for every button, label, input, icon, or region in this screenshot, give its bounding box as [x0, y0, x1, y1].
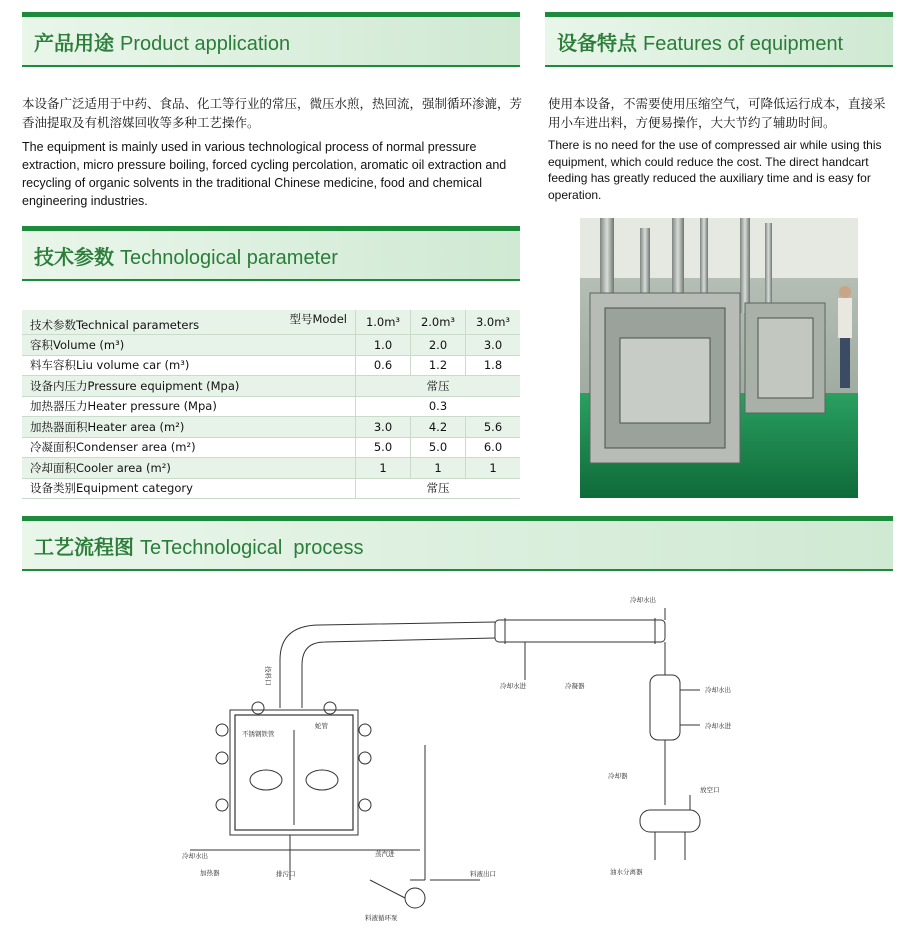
param-label: 冷却面积Cooler area (m²): [22, 458, 356, 479]
table-row: [22, 478, 520, 499]
param-label: 冷凝面积Condenser area (m²): [22, 437, 356, 458]
diagram-label: 冷却水进: [705, 722, 731, 730]
table-row: [22, 437, 520, 458]
diagram-label: 加热器: [200, 869, 220, 877]
param-label: 设备类别Equipment category: [22, 478, 356, 499]
features-text-en: There is no need for the use of compressed air while using this equipment, which could reduce the cost. The direct handcart feeding has greatly reduced the auxiliary time and is easy for operation.: [548, 138, 882, 202]
model-label: 型号Model: [289, 312, 347, 326]
model-column-header: 2.0m³: [411, 310, 466, 335]
param-value: 6.0: [466, 437, 521, 458]
diagram-label: 油水分离器: [610, 868, 643, 876]
param-value: 常压: [356, 376, 521, 397]
params-label: 技术参数Technical parameters: [30, 318, 200, 332]
table-row: [22, 458, 520, 479]
param-value: 2.0: [411, 335, 466, 356]
process-diagram: [170, 580, 750, 925]
param-label: 料车容积Liu volume car (m³): [22, 355, 356, 376]
diagram-label: 放空口: [700, 786, 720, 794]
section-title-en: Product application: [120, 33, 291, 55]
model-column-header: 3.0m³: [466, 310, 521, 335]
param-value: 0.3: [356, 396, 521, 417]
table-row: [22, 355, 520, 376]
diagram-label: 冷却水出: [182, 852, 208, 860]
table-row: [22, 396, 520, 417]
table-row: [22, 417, 520, 438]
diagram-label: 蛇管: [315, 722, 328, 730]
param-value: 5.0: [356, 437, 411, 458]
param-value: 5.6: [466, 417, 521, 438]
application-text-en: The equipment is mainly used in various technological process of normal pressure extraction, micro pressure boiling, forced cycling percolation, aromatic oil extraction and recycling of organic solvents in the traditional Chinese medicine, food and chemical engineering industries.: [22, 140, 507, 208]
param-value: 常压: [356, 478, 521, 499]
param-value: 1.0: [356, 335, 411, 356]
section-title-en: Features of equipment: [643, 33, 844, 55]
features-text-cn: 使用本设备，不需要使用压缩空气，可降低运行成本，直接采用小车进出料，方便易操作，大大节约了辅助时间。: [548, 96, 886, 130]
param-value: 1: [411, 458, 466, 479]
param-value: 3.0: [356, 417, 411, 438]
section-title-en: Technological parameter: [120, 247, 338, 269]
param-label: 加热器面积Heater area (m²): [22, 417, 356, 438]
param-label: 设备内压力Pressure equipment (Mpa): [22, 376, 356, 397]
param-label: 加热器压力Heater pressure (Mpa): [22, 396, 356, 417]
section-title-cn: 设备特点: [557, 31, 637, 55]
param-value: 5.0: [411, 437, 466, 458]
section-header-process: [22, 516, 893, 571]
section-title-cn: 产品用途: [34, 31, 114, 55]
section-header-application: [22, 12, 520, 67]
diagram-label: 料液循环泵: [365, 914, 398, 922]
param-value: 1: [356, 458, 411, 479]
model-column-header: 1.0m³: [356, 310, 411, 335]
table-row: [22, 335, 520, 356]
section-title-cn: 技术参数: [34, 245, 114, 269]
table-row: [22, 376, 520, 397]
diagram-label: 不锈钢铁管: [242, 730, 275, 738]
diagram-label: 冷却水出: [705, 686, 731, 694]
param-label: 容积Volume (m³): [22, 335, 356, 356]
param-value: 3.0: [466, 335, 521, 356]
diagram-label: 冷却水出: [630, 596, 656, 604]
equipment-photo: [580, 218, 858, 498]
section-header-parameter: [22, 226, 520, 281]
parameter-table: [22, 310, 520, 499]
diagram-label: 料液出口: [470, 870, 496, 878]
param-value: 0.6: [356, 355, 411, 376]
diagram-label: 蒸汽进: [375, 850, 395, 858]
section-title-cn: 工艺流程图: [34, 535, 134, 559]
table-header-row: [22, 310, 520, 335]
application-text-cn: 本设备广泛适用于中药、食品、化工等行业的常压，微压水煎，热回流，强制循环渗漉，芳香油提取及有机溶媒回收等多种工艺操作。: [22, 96, 523, 130]
param-value: 1.2: [411, 355, 466, 376]
section-header-features: [545, 12, 893, 67]
param-value: 1: [466, 458, 521, 479]
table-header-cell: [22, 310, 356, 335]
section-title-en: TeTechnological process: [140, 537, 364, 559]
diagram-label: 排污口: [276, 870, 296, 878]
diagram-label: 投料口: [264, 666, 272, 686]
diagram-label: 冷却器: [608, 772, 628, 780]
param-value: 4.2: [411, 417, 466, 438]
diagram-label: 冷凝器: [565, 682, 585, 690]
param-value: 1.8: [466, 355, 521, 376]
diagram-label: 冷却水进: [500, 682, 526, 690]
